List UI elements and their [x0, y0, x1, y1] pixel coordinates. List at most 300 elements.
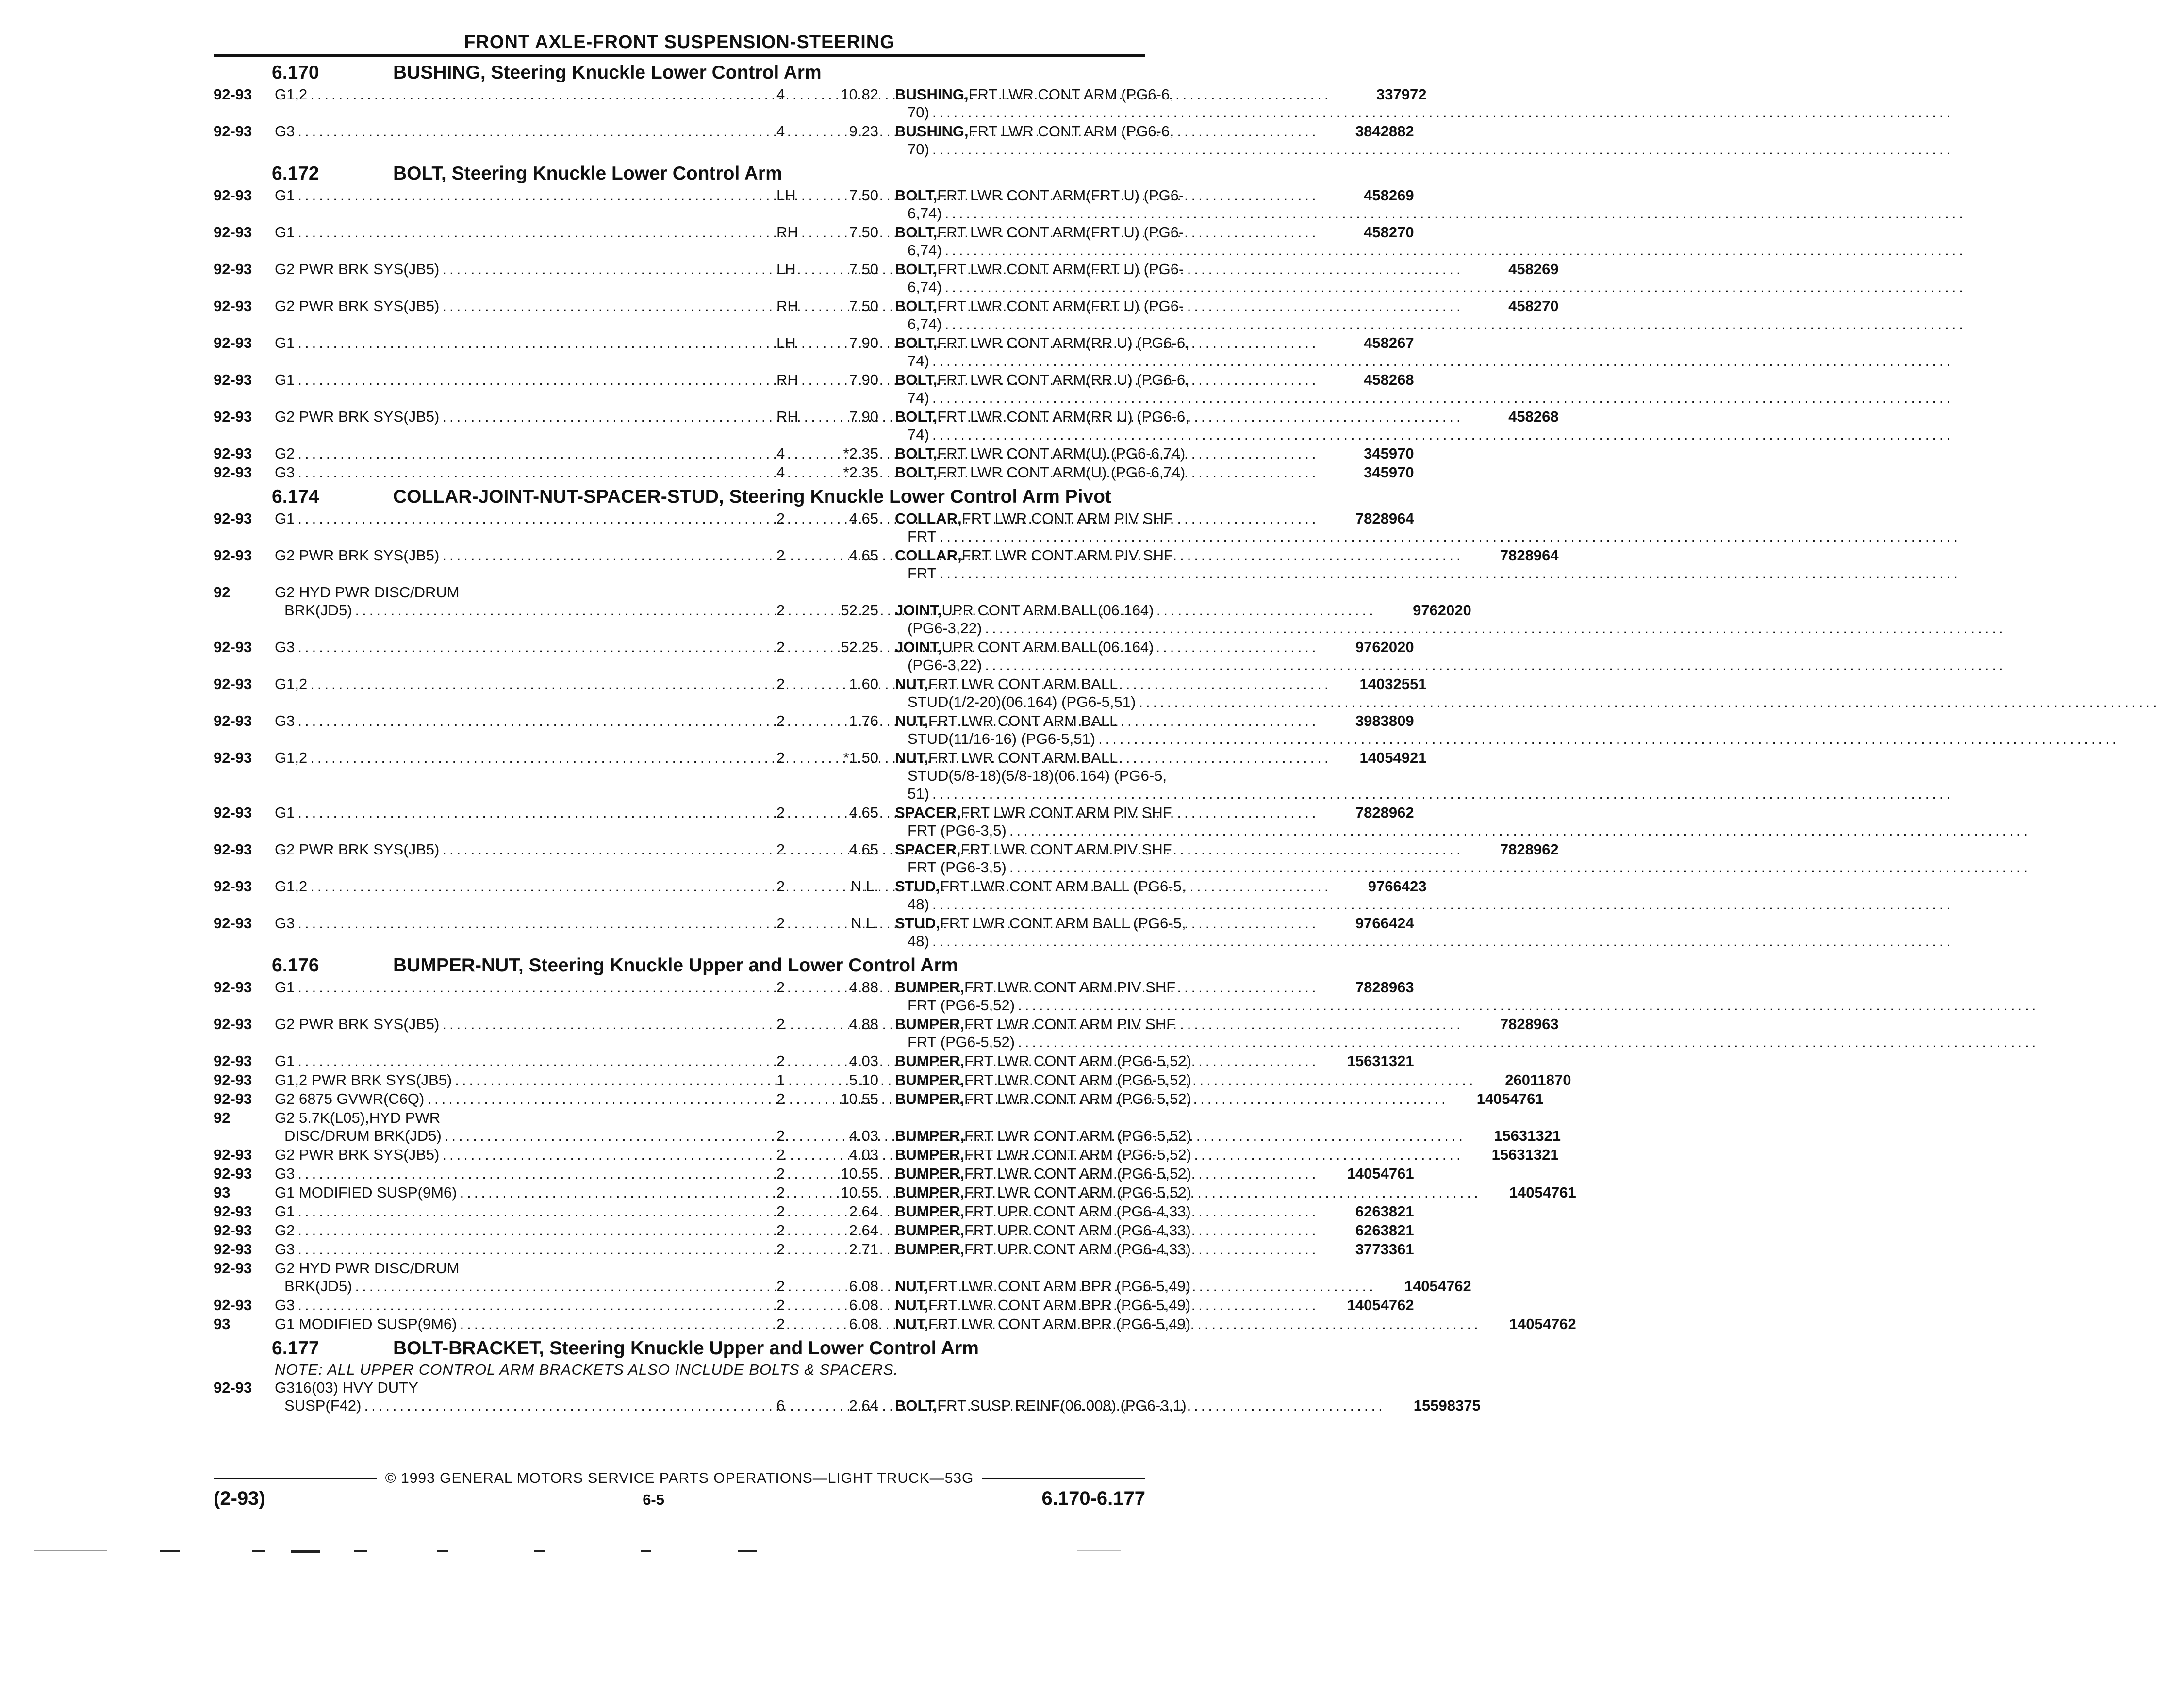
scan-mark [160, 1550, 180, 1552]
part-noun: BUMPER, [895, 1165, 964, 1182]
description-text: UPR CONT ARM BALL(06.164) [941, 639, 1154, 656]
price: 10.55 [841, 1165, 878, 1182]
price: 2.64 [849, 1203, 878, 1220]
section-heading [214, 62, 1145, 83]
part-noun: BUMPER, [895, 1203, 964, 1220]
leader-dots [932, 785, 1953, 803]
description-text: FRT LWR CONT ARM(RR U) (PG6-6, [937, 408, 1189, 425]
description-text: FRT (PG6-3,5) [908, 859, 1007, 876]
price: 52.25 [841, 602, 878, 619]
description-text: FRT LWR CONT ARM BPR (PG6-5,49) [928, 1315, 1191, 1332]
leader-dots [455, 1071, 1476, 1089]
leader-dots [445, 1127, 1466, 1145]
application-lines [275, 1109, 1469, 1145]
parts-row [214, 260, 1559, 296]
leader-dots [297, 978, 1319, 996]
price: 4.88 [849, 979, 878, 996]
description-line [895, 767, 1956, 785]
application-text: G316(03) HVY DUTY [275, 1379, 418, 1396]
price: 7.50 [849, 261, 878, 278]
description-text: FRT LWR CONT ARM(RR U) (PG6-6, [937, 334, 1189, 351]
leader-dots [932, 140, 1953, 158]
application-text: BRK(JD5) [284, 602, 352, 619]
model-year: 92-93 [214, 1052, 252, 1069]
quantity: 2 [776, 1184, 785, 1201]
application-line [275, 601, 1379, 619]
model-year: 92-93 [214, 224, 252, 241]
quantity: 2 [776, 1165, 785, 1182]
description-text: 74) [908, 426, 929, 443]
description-line [895, 241, 1969, 259]
part-number: 3983809 [1355, 712, 1414, 729]
application-line [275, 1015, 1467, 1033]
scan-mark [738, 1550, 757, 1552]
price: 6.08 [849, 1315, 878, 1332]
description-line [895, 278, 1969, 296]
application-text: G1,2 [275, 878, 308, 895]
quantity: 4 [776, 445, 785, 462]
description-text: FRT [908, 528, 937, 545]
application-text: G1 [275, 804, 295, 821]
part-number: 14054762 [1347, 1297, 1414, 1314]
part-number: 458270 [1364, 224, 1414, 241]
description-text: FRT LWR CONT ARM (PG6-5,52) [964, 1127, 1191, 1144]
scan-artifacts [0, 1550, 1227, 1560]
price: 6.08 [849, 1278, 878, 1295]
application-line [275, 1109, 1469, 1127]
section-number: 6.177 [272, 1338, 319, 1359]
price: 2.64 [849, 1397, 878, 1414]
description-text: FRT LWR CONT ARM (PG6-6, [968, 86, 1174, 103]
application-line [275, 978, 1322, 996]
leader-dots [355, 601, 1376, 619]
price: 1.76 [849, 712, 878, 729]
application-text: G1 [275, 510, 295, 527]
leader-dots [442, 1146, 1463, 1164]
parts-row [214, 804, 1414, 839]
description-text: FRT [908, 565, 937, 582]
application-text: G1,2 [275, 749, 308, 766]
application-lines [275, 444, 1322, 462]
price: 2.64 [849, 1222, 878, 1239]
leader-dots [1009, 821, 2031, 839]
quantity: 2 [776, 712, 785, 729]
parts-row [214, 1052, 1414, 1070]
description-line [895, 564, 1964, 582]
application-line [275, 186, 1322, 204]
section-title: BOLT, Steering Knuckle Lower Control Arm [393, 163, 782, 184]
application-line [275, 638, 1322, 656]
application-lines [275, 260, 1467, 278]
model-year: 92 [214, 1109, 231, 1126]
description-line [895, 656, 2009, 674]
description-line [895, 821, 2033, 839]
parts-row [214, 186, 1414, 222]
application-text: G3 [275, 1297, 295, 1314]
leader-dots [940, 564, 1961, 582]
application-line [275, 840, 1467, 858]
part-number: 6263821 [1355, 1203, 1414, 1220]
description-text: FRT LWR CONT ARM BPR (PG6-5,49) [928, 1297, 1191, 1314]
scan-mark [641, 1550, 651, 1552]
application-text: G1 MODIFIED SUSP(9M6) [275, 1184, 457, 1201]
scan-mark [534, 1550, 545, 1552]
model-year: 93 [214, 1315, 231, 1332]
section-title: BUSHING, Steering Knuckle Lower Control Arm [393, 62, 822, 83]
description-line [895, 730, 2122, 748]
application-lines [275, 223, 1322, 241]
application-line [275, 1277, 1379, 1295]
application-line [275, 444, 1322, 462]
price: 6.08 [849, 1297, 878, 1314]
description-text: 6,74) [908, 205, 942, 222]
model-year: 92-93 [214, 1241, 252, 1258]
quantity: 6 [776, 1397, 785, 1414]
model-year: 92-93 [214, 1071, 252, 1088]
application-text: G3 [275, 1241, 295, 1258]
model-year: 92-93 [214, 675, 252, 692]
model-year: 92-93 [214, 334, 252, 351]
part-number: 7828963 [1355, 979, 1414, 996]
part-noun: NUT, [895, 749, 928, 766]
section-number: 6.170 [272, 62, 319, 83]
description-text: FRT LWR CONT ARM(U) (PG6-6,74) [937, 445, 1186, 462]
description-text: 6,74) [908, 315, 942, 332]
application-lines [275, 840, 1467, 858]
part-number: 458267 [1364, 334, 1414, 351]
price: 52.25 [841, 639, 878, 656]
parts-row [214, 638, 1414, 674]
application-lines [275, 463, 1322, 481]
application-line [275, 749, 1334, 767]
application-line [275, 583, 1379, 601]
quantity: 4 [776, 86, 785, 103]
description-text: STUD(1/2-20)(06.164) (PG6-5,51) [908, 693, 1136, 710]
leader-dots [940, 527, 1961, 545]
part-noun: BOLT, [895, 371, 938, 388]
application-text: G2 PWR BRK SYS(JB5) [275, 408, 440, 425]
model-year: 92-93 [214, 1146, 252, 1163]
parts-row [214, 223, 1414, 259]
application-text: G1 [275, 224, 295, 241]
part-number: 15631321 [1347, 1052, 1414, 1069]
section-heading [214, 1338, 1145, 1359]
application-line [275, 223, 1322, 241]
section-title: BUMPER-NUT, Steering Knuckle Upper and Lower Control Arm [393, 955, 958, 976]
section-heading [214, 486, 1145, 508]
description-text: FRT LWR CONT ARM PIV SHF [961, 547, 1173, 564]
model-year: 93 [214, 1184, 231, 1201]
model-year: 92 [214, 584, 231, 601]
parts-row [214, 1315, 1576, 1333]
application-lines [275, 914, 1322, 932]
model-year: 92-93 [214, 297, 252, 314]
application-line [275, 1071, 1479, 1089]
application-lines [275, 509, 1322, 527]
footer-page-number: 6-5 [643, 1491, 664, 1508]
price: 10.55 [841, 1184, 878, 1201]
application-line [275, 914, 1322, 932]
part-number: 7828962 [1500, 841, 1559, 858]
parts-row [214, 1202, 1414, 1220]
quantity: 2 [776, 1297, 785, 1314]
application-line [275, 408, 1467, 426]
parts-row [214, 122, 1414, 158]
part-noun: BOLT, [895, 408, 938, 425]
model-year: 92-93 [214, 1379, 252, 1396]
description-text: 51) [908, 785, 929, 802]
footer-copyright-line [214, 1470, 1145, 1487]
description-text: FRT LWR CONT ARM(RR U) (PG6-6, [937, 371, 1189, 388]
application-line [275, 1127, 1469, 1145]
application-lines [275, 1315, 1484, 1333]
part-noun: SPACER, [895, 804, 961, 821]
quantity: 2 [776, 547, 785, 564]
application-lines [275, 1071, 1479, 1089]
part-noun: BUSHING, [895, 123, 969, 140]
part-number: 337972 [1376, 86, 1427, 103]
application-text: G2 HYD PWR DISC/DRUM [275, 1260, 460, 1277]
leader-dots [297, 1165, 1319, 1182]
application-text: G1,2 [275, 675, 308, 692]
part-number: 345970 [1364, 445, 1414, 462]
description-line [895, 204, 1969, 222]
parts-row [214, 371, 1414, 407]
leader-dots [1018, 1033, 2039, 1051]
part-number: 26011870 [1505, 1071, 1571, 1088]
application-line [275, 1259, 1379, 1277]
part-noun: NUT, [895, 1297, 928, 1314]
part-noun: BOLT, [895, 1397, 938, 1414]
footer-rule-left [214, 1478, 377, 1479]
parts-row [214, 85, 1427, 121]
model-year: 92-93 [214, 1090, 252, 1107]
model-year: 92-93 [214, 1260, 252, 1277]
part-noun: COLLAR, [895, 547, 962, 564]
description-text: FRT LWR CONT ARM (PG6-5,52) [964, 1052, 1191, 1069]
quantity: 2 [776, 1127, 785, 1144]
parts-row [214, 444, 1414, 462]
description-line [895, 315, 1969, 333]
leader-dots [297, 186, 1319, 204]
part-number: 7828963 [1500, 1016, 1559, 1033]
model-year: 92-93 [214, 878, 252, 895]
leader-dots [297, 444, 1319, 462]
parts-row [214, 978, 1414, 1014]
part-noun: BOLT, [895, 187, 938, 204]
application-lines [275, 85, 1334, 103]
section-number: 6.172 [272, 163, 319, 184]
leader-dots [355, 1277, 1376, 1295]
application-line [275, 1221, 1322, 1239]
leader-dots [427, 1090, 1448, 1108]
application-line [275, 1090, 1452, 1108]
part-noun: SPACER, [895, 841, 961, 858]
price: *2.35 [843, 464, 878, 481]
application-lines [275, 1052, 1322, 1070]
price: 4.03 [849, 1146, 878, 1163]
leader-dots [945, 315, 1966, 333]
application-text: G1,2 [275, 86, 308, 103]
description-line [895, 693, 2163, 711]
leader-dots [1018, 996, 2039, 1014]
leader-dots [945, 241, 1966, 259]
part-number: 9766423 [1368, 878, 1427, 895]
quantity: LH [776, 187, 796, 204]
application-text: G2 [275, 445, 295, 462]
footer-copyright: © 1993 GENERAL MOTORS SERVICE PARTS OPERATIONS—LIGHT TRUCK—53G [385, 1470, 974, 1486]
description-line [895, 1033, 2042, 1051]
part-number: 458268 [1364, 371, 1414, 388]
price: 7.90 [849, 408, 878, 425]
leader-dots [442, 408, 1463, 426]
quantity: 2 [776, 749, 785, 766]
leader-dots [297, 712, 1319, 730]
application-text: DISC/DRUM BRK(JD5) [284, 1127, 442, 1144]
leader-dots [460, 1315, 1481, 1333]
price: 10.82 [841, 86, 878, 103]
description-text: FRT LWR CONT ARM BALL [928, 675, 1118, 692]
section-number: 6.174 [272, 486, 319, 507]
quantity: 2 [776, 979, 785, 996]
leader-dots [1098, 730, 2119, 748]
description-text: FRT LWR CONT ARM (PG6-6, [968, 123, 1174, 140]
parts-row [214, 1165, 1414, 1182]
application-line [275, 675, 1334, 693]
leader-dots [460, 1183, 1481, 1201]
part-noun: BUMPER, [895, 1241, 964, 1258]
leader-dots [364, 1396, 1385, 1414]
part-noun: BUMPER, [895, 1090, 964, 1107]
application-line [275, 877, 1334, 895]
application-lines [275, 1240, 1322, 1258]
quantity: 2 [776, 1090, 785, 1107]
quantity: RH [776, 224, 798, 241]
price: N.L. [851, 915, 878, 932]
application-text: BRK(JD5) [284, 1278, 352, 1295]
quantity: 4 [776, 464, 785, 481]
description-line [895, 996, 2042, 1014]
application-line [275, 1240, 1322, 1258]
part-number: 458269 [1508, 261, 1559, 278]
part-noun: BOLT, [895, 334, 938, 351]
description-line [895, 389, 1956, 407]
leader-dots [297, 371, 1319, 389]
price: 4.65 [849, 547, 878, 564]
quantity: RH [776, 408, 798, 425]
description-text: STUD(5/8-18)(5/8-18)(06.164) (PG6-5, [908, 767, 1167, 784]
description-line [895, 785, 1956, 803]
leader-dots [442, 260, 1463, 278]
description-text: FRT LWR CONT ARM PIV SHF [960, 804, 1172, 821]
price: 4.65 [849, 510, 878, 527]
part-noun: STUD, [895, 915, 940, 932]
quantity: 2 [776, 675, 785, 692]
parts-row [214, 840, 1559, 876]
application-line [275, 85, 1334, 103]
model-year: 92-93 [214, 187, 252, 204]
price: 2.71 [849, 1241, 878, 1258]
application-lines [275, 1202, 1322, 1220]
part-noun: BUMPER, [895, 1184, 964, 1201]
description-text: FRT (PG6-3,5) [908, 822, 1007, 839]
description-line [895, 352, 1956, 370]
leader-dots [932, 895, 1953, 913]
application-lines [275, 712, 1322, 730]
leader-dots [297, 122, 1319, 140]
description-text: 48) [908, 933, 929, 950]
leader-dots [932, 352, 1953, 370]
leader-dots [310, 749, 1331, 767]
application-lines [275, 1259, 1379, 1295]
model-year: 92-93 [214, 804, 252, 821]
application-lines [275, 1296, 1322, 1314]
description-text: FRT LWR CONT ARM(FRT U) (PG6- [937, 261, 1184, 278]
leader-dots [297, 334, 1319, 352]
application-lines [275, 371, 1322, 389]
description-line [895, 932, 1956, 950]
model-year: 92-93 [214, 1016, 252, 1033]
application-text: G2 6875 GVWR(C6Q) [275, 1090, 425, 1107]
model-year: 92-93 [214, 408, 252, 425]
part-number: 3773361 [1355, 1241, 1414, 1258]
leader-dots [297, 804, 1319, 821]
application-line [275, 1379, 1388, 1396]
description-line [895, 103, 1956, 121]
application-text: G2 HYD PWR DISC/DRUM [275, 584, 460, 601]
leader-dots [297, 1202, 1319, 1220]
parts-row [214, 463, 1414, 481]
application-line [275, 1315, 1484, 1333]
part-number: 9762020 [1413, 602, 1471, 619]
parts-row [214, 712, 1414, 748]
part-number: 9766424 [1355, 915, 1414, 932]
leader-dots [297, 638, 1319, 656]
parts-row [214, 914, 1414, 950]
part-noun: BUMPER, [895, 1052, 964, 1069]
parts-row [214, 583, 1471, 637]
application-text: G3 [275, 639, 295, 656]
footer-rule-right [982, 1478, 1145, 1479]
scan-mark [1077, 1550, 1121, 1551]
application-line [275, 1052, 1322, 1070]
application-lines [275, 583, 1379, 619]
application-line [275, 1396, 1388, 1414]
quantity: 2 [776, 1278, 785, 1295]
application-text: G2 PWR BRK SYS(JB5) [275, 1146, 440, 1163]
application-lines [275, 638, 1322, 656]
part-noun: STUD, [895, 878, 940, 895]
part-number: 345970 [1364, 464, 1414, 481]
part-noun: COLLAR, [895, 510, 962, 527]
application-text: G2 PWR BRK SYS(JB5) [275, 261, 440, 278]
part-noun: NUT, [895, 675, 928, 692]
model-year: 92-93 [214, 749, 252, 766]
model-year: 92-93 [214, 547, 252, 564]
price: 7.90 [849, 334, 878, 351]
leader-dots [932, 932, 1953, 950]
scan-mark [34, 1550, 107, 1551]
part-noun: BUSHING, [895, 86, 969, 103]
page-title: FRONT AXLE-FRONT SUSPENSION-STEERING [464, 32, 895, 52]
scan-mark [252, 1550, 265, 1552]
leader-dots [1139, 693, 2160, 711]
application-lines [275, 877, 1334, 895]
part-noun: NUT, [895, 1315, 928, 1332]
application-lines [275, 804, 1322, 821]
footer-bottom [214, 1488, 1145, 1510]
price: *1.50 [843, 749, 878, 766]
